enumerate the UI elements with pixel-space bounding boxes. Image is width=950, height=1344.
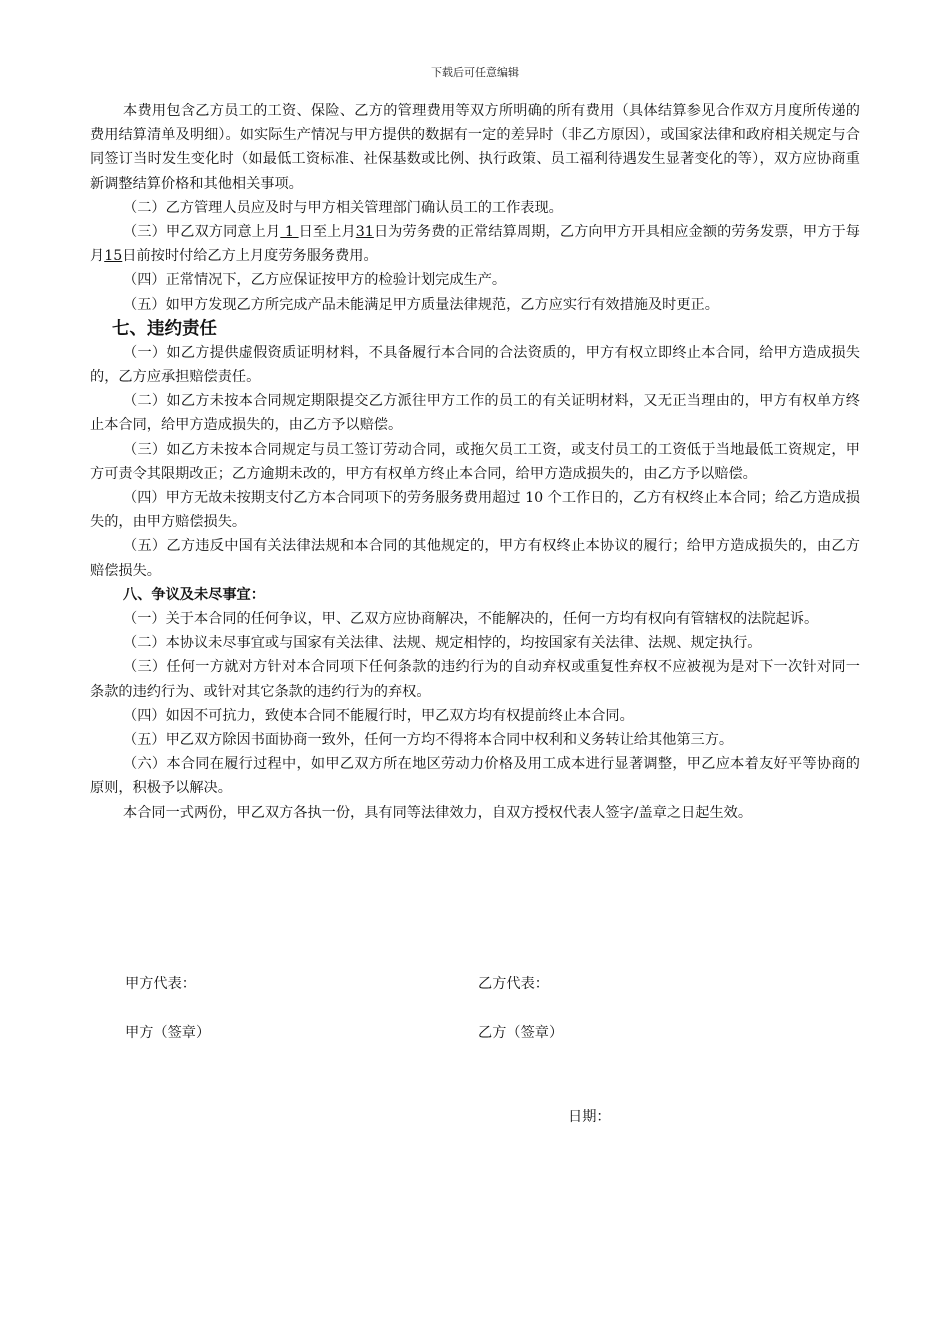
settlement-end-day: 31 xyxy=(355,224,374,241)
closing-paragraph: 本合同一式两份，甲乙双方各执一份，具有同等法律效力，自双方授权代表人签字/盖章之日起生效。 xyxy=(123,804,753,821)
party-b-seal-label: 乙方（签章） xyxy=(478,1025,564,1041)
section8-heading: 八、争议及未尽事宜： xyxy=(123,586,265,603)
section8-item3: （三）任何一方就对方针对本合同项下任何条款的违约行为的自动弃权或重复性弃权不应被视为是对下一次针对同一条款的违约行为、或针对其它条款的违约行为的弃权。 xyxy=(90,659,860,700)
section8-item5: （五）甲乙双方除因书面协商一致外，任何一方均不得将本合同中权利和义务转让给其他第三方。 xyxy=(123,732,734,749)
section7-item5: （五）乙方违反中国有关法律法规和本合同的其他规定的，甲方有权终止本协议的履行；给甲方造成损失的，由乙方赔偿损失。 xyxy=(90,538,860,579)
section7-item4: （四）甲方无故未按期支付乙方本合同项下的劳务服务费用超过 10 个工作日的，乙方有权终止本合同；给乙方造成损失的，由甲方赔偿损失。 xyxy=(90,490,860,531)
settlement-start-day: 1 xyxy=(280,224,299,241)
section8-item1: （一）关于本合同的任何争议，甲、乙双方应协商解决，不能解决的，任何一方均有权向有管辖权的法院起诉。 xyxy=(123,611,819,628)
section8-item4: （四）如因不可抗力，致使本合同不能履行时，甲乙双方均有权提前终止本合同。 xyxy=(123,707,634,724)
section6-item3 xyxy=(90,220,860,268)
section6-item2: （二）乙方管理人员应及时与甲方相关管理部门确认员工的工作表现。 xyxy=(123,199,563,216)
payment-day: 15 xyxy=(104,248,123,265)
party-a-representative-label: 甲方代表： xyxy=(125,976,196,992)
section7-item1: （一）如乙方提供虚假资质证明材料，不具备履行本合同的合法资质的，甲方有权立即终止本合同，给甲方造成损失的，乙方应承担赔偿责任。 xyxy=(90,344,860,386)
party-a-seal-label: 甲方（签章） xyxy=(125,1025,211,1041)
page-header-note: 下载后可任意编辑 xyxy=(431,66,519,79)
contract-body xyxy=(90,99,860,825)
section8-item6: （六）本合同在履行过程中，如甲乙双方所在地区劳动力价格及用工成本进行显著调整，甲乙应本着友好平等协商的原则，积极予以解决。 xyxy=(90,756,860,797)
section6-item3-text-b: 日至上月 xyxy=(298,224,356,241)
date-label: 日期： xyxy=(568,1109,611,1125)
section7-item2: （二）如乙方未按本合同规定期限提交乙方派往甲方工作的员工的有关证明材料，又无正当理由的，甲方有权单方终止本合同，给甲方造成损失的，由乙方予以赔偿。 xyxy=(90,393,860,434)
section6-item3-text-a: （三）甲乙双方同意上月 xyxy=(123,224,281,241)
party-b-representative-label: 乙方代表： xyxy=(478,976,549,992)
section8-item2: （二）本协议未尽事宜或与国家有关法律、法规、规定相悖的，均按国家有关法律、法规、规定执行。 xyxy=(123,635,762,652)
section7-heading: 七、违约责任 xyxy=(112,318,217,339)
section6-item3-text-d: 日前按时付给乙方上月度劳务服务费用。 xyxy=(122,248,378,265)
section7-item3: （三）如乙方未按本合同规定与员工签订劳动合同，或拖欠员工工资，或支付员工的工资低于当地最低工资规定，甲方可责令其限期改正；乙方逾期未改的，甲方有权单方终止本合同，给甲方造成损失的，由乙方予以赔偿。 xyxy=(90,441,860,482)
fee-paragraph: 本费用包含乙方员工的工资、保险、乙方的管理费用等双方所明确的所有费用（具体结算参见合作双方月度所传递的费用结算清单及明细）。如实际生产情况与甲方提供的数据有一定的差异时（非乙方原因），或国家法律和政府相关规定与合同签订当时发生变化时（如最低工资标准、社保基数或比例、执行政策、员工福利待遇发生显著变化的等），双方应协商重新调整结算价格和其他相关事项。 xyxy=(90,103,860,192)
section6-item3-text-c: 日为劳务费的正常结算周期，乙方向甲方开具相应金额的劳务发票，甲方于每月 xyxy=(90,224,860,265)
section6-item4: （四）正常情况下，乙方应保证按甲方的检验计划完成生产。 xyxy=(123,272,507,289)
section6-item5: （五）如甲方发现乙方所完成产品未能满足甲方质量法律规范，乙方应实行有效措施及时更正。 xyxy=(123,296,719,313)
